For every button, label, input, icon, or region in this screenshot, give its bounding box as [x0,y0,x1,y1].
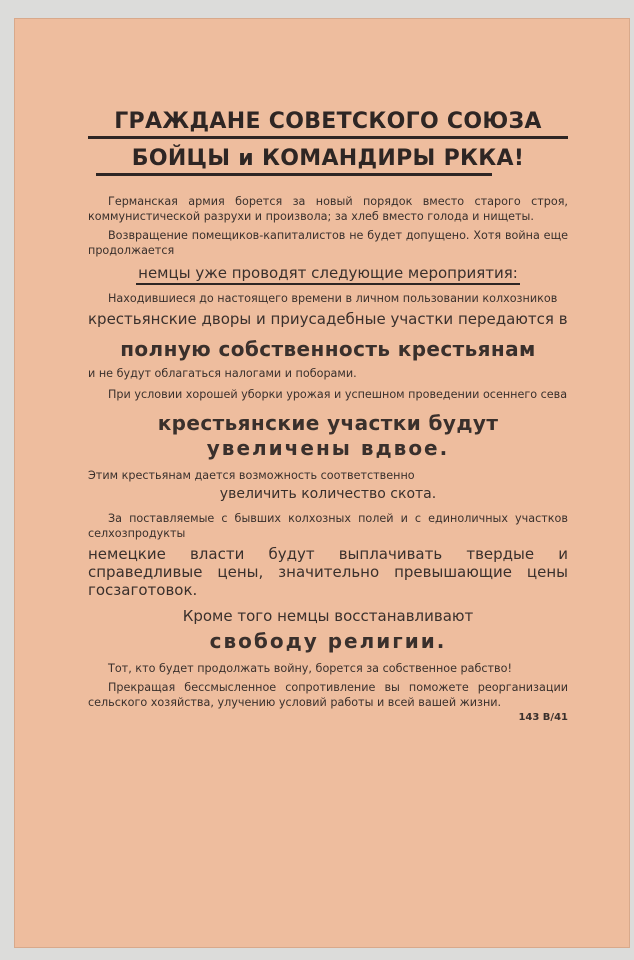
paragraph-harvest-condition: При условии хорошей уборки урожая и успешном проведении осеннего сева [108,388,568,401]
subheading-wrap [88,258,568,291]
leaflet-page [88,108,568,723]
subheading-measures: немцы уже проводят следующие мероприятия: [136,264,520,285]
title-line-2: БОЙЦЫ и КОМАНДИРЫ РККА! [131,146,525,171]
paragraph-personal-use: Находившиеся до настоящего времени в личном пользовании колхозников [108,292,558,305]
leaflet-code: 143 В/41 [518,712,568,723]
paragraph-fair-prices: немецкие власти будут выплачивать твердые и справедливые цены, значительно превышающие цены госзаготовок. [88,545,568,599]
headline-religion: свободу религии. [209,629,447,653]
paragraph-resistance: Прекращая бессмысленное сопротивление вы поможете реорганизации сельского хозяйства, улучению условий работы и всей вашей жизни. [88,681,568,709]
paragraph-no-taxes: и не будут облагаться налогами и поборами. [88,367,357,380]
paragraph-restore: Кроме того немцы восстанавливают [182,607,474,625]
paragraph-yards-transfer: крестьянские дворы и приусадебные участки передаются в [88,310,568,328]
title-underline-1 [88,136,568,139]
paragraph-deliveries: За поставляемые с бывших колхозных полей и с единоличных участков селхозпродукты [88,512,568,540]
paragraph-landlords: Возвращение помещиков-капиталистов не будет допущено. Хотя война еще продолжается [88,229,568,257]
headline-doubled: увеличены вдвое. [206,436,450,460]
headline-full-ownership: полную собственность крестьянам [120,337,536,361]
paragraph-slavery: Тот, кто будет продолжать войну, борется за собственное рабство! [108,662,512,675]
title-underline-2 [96,173,492,176]
paragraph-opportunity: Этим крестьянам дается возможность соответственно [88,469,415,482]
paragraph-new-order: Германская армия борется за новый порядок вместо старого строя, коммунистической разрухи и произвола; за хлеб вместо голода и нищеты. [88,195,568,223]
headline-plots: крестьянские участки будут [157,411,499,435]
title-line-1: ГРАЖДАНЕ СОВЕТСКОГО СОЮЗА [114,109,542,134]
paragraph-livestock: увеличить количество скота. [219,486,437,502]
